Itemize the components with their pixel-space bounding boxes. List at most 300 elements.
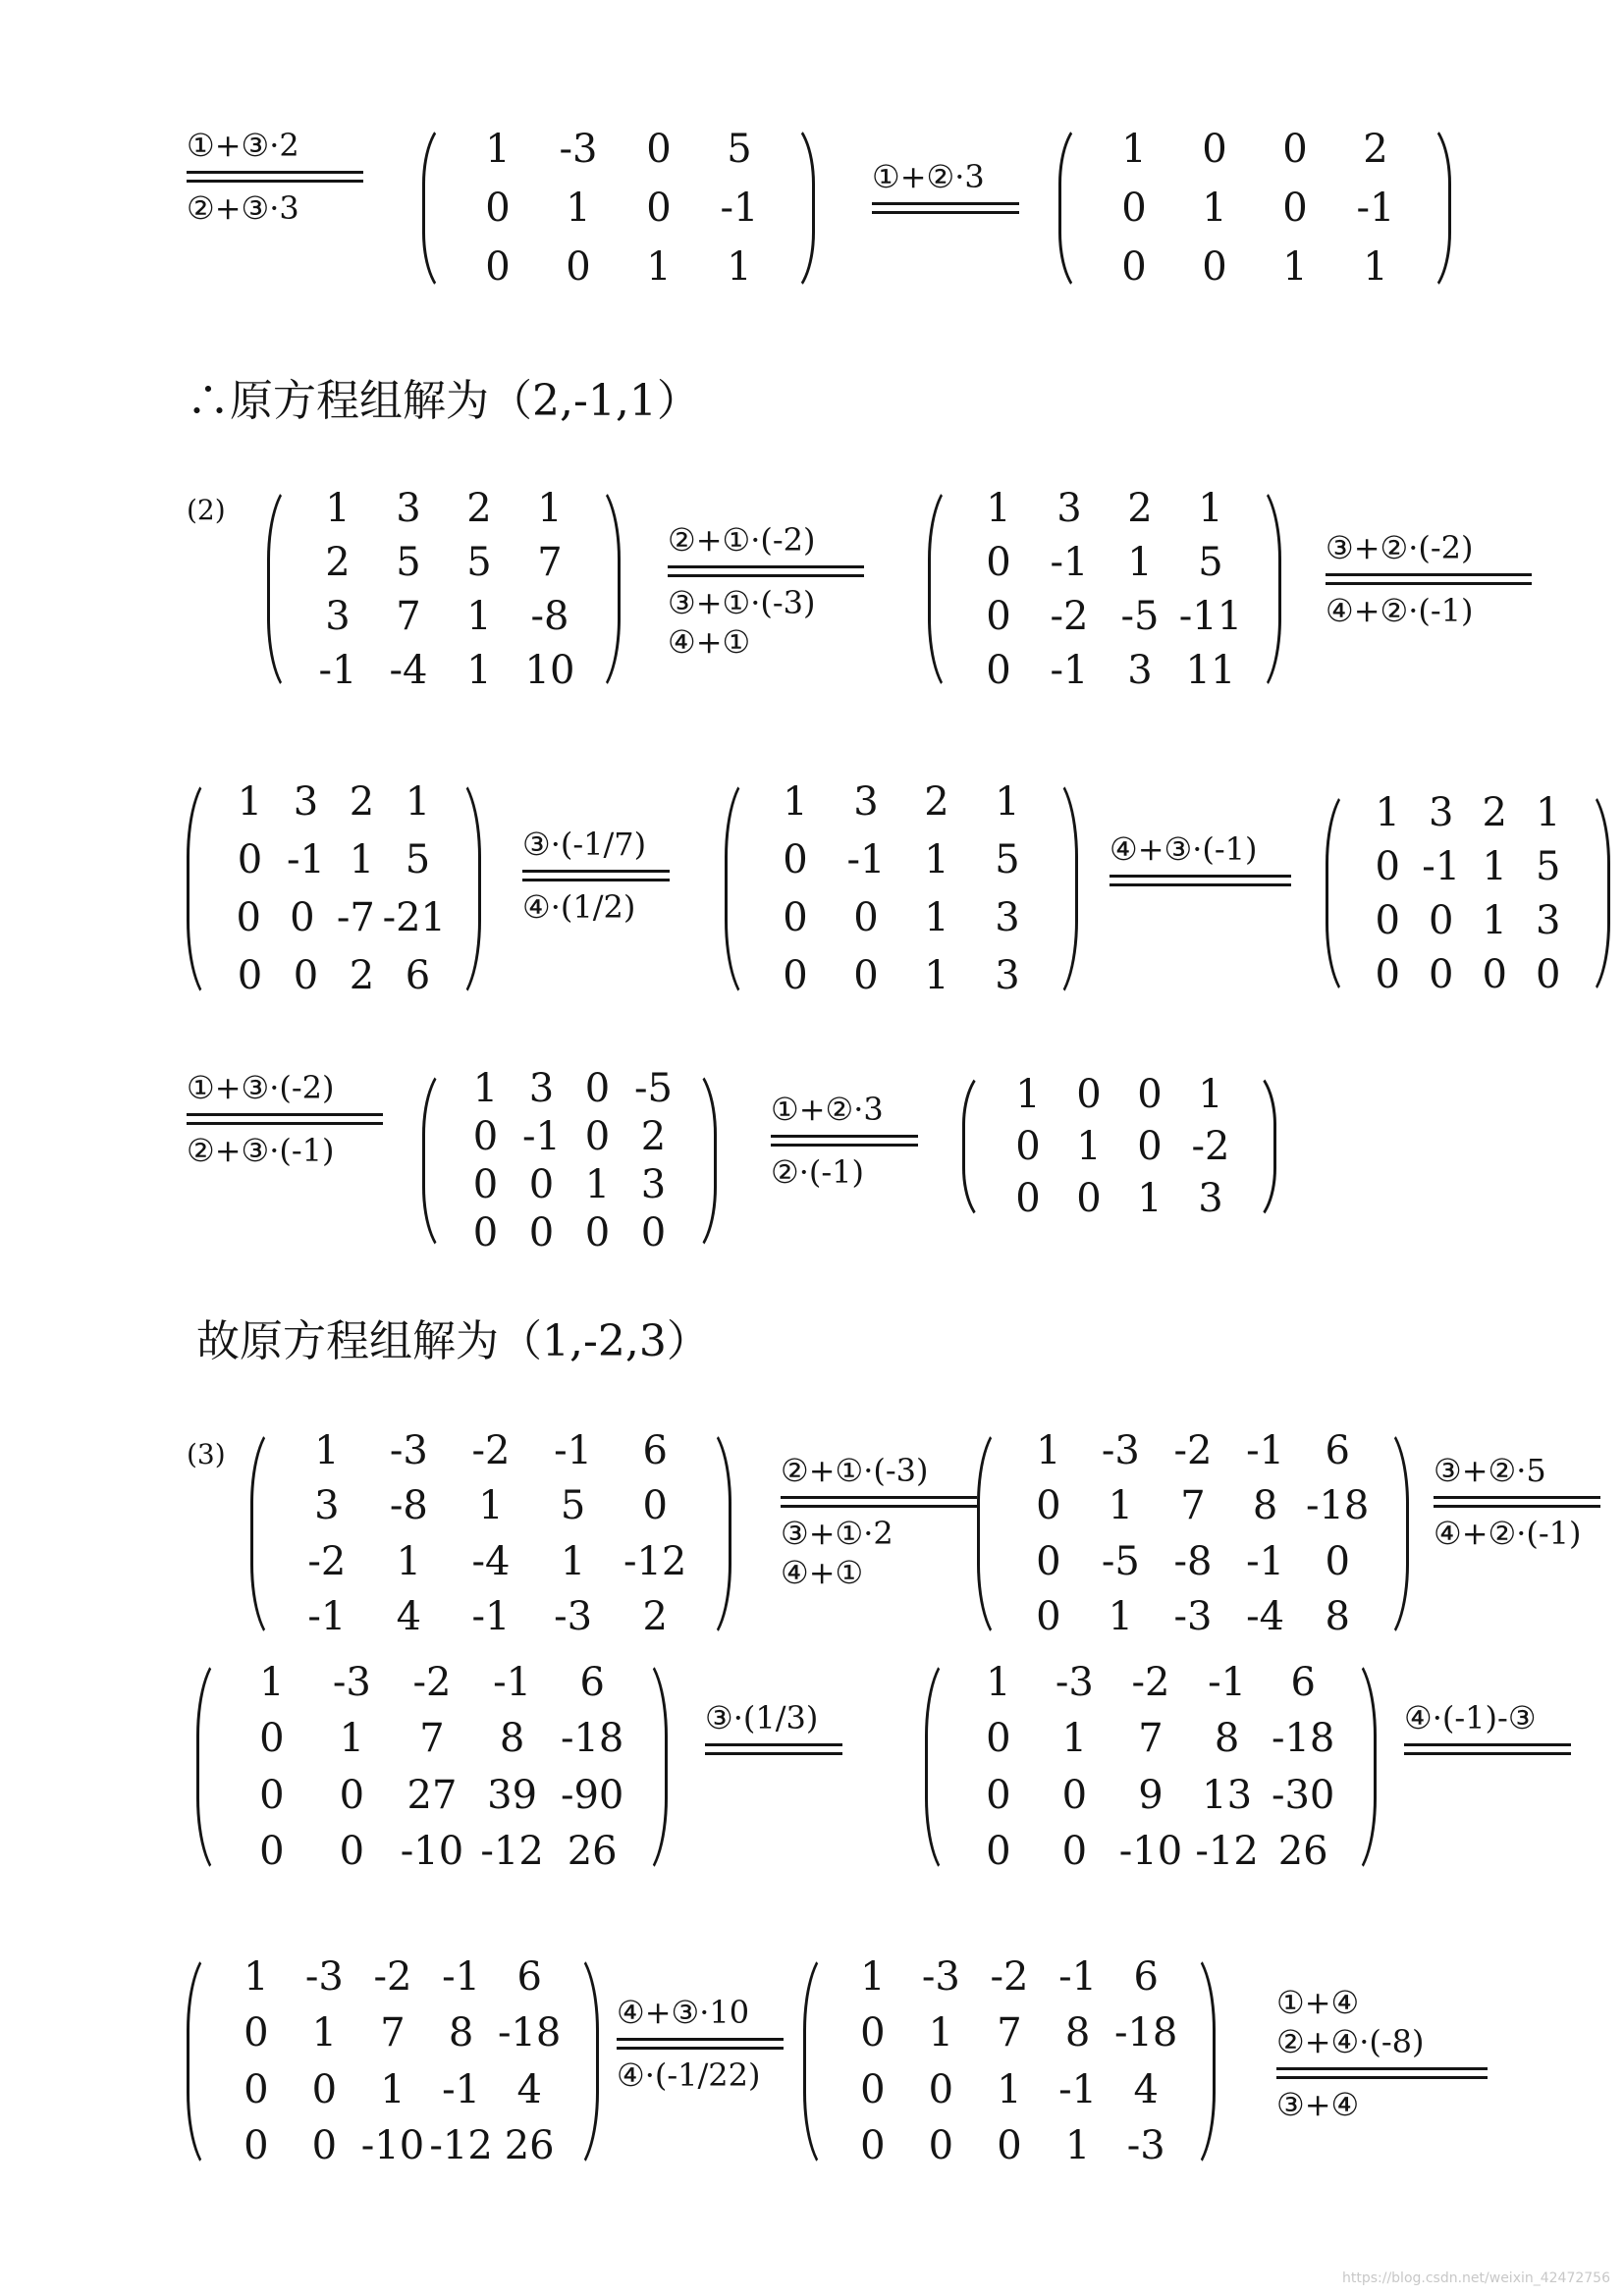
matrix-row: [232, 1659, 632, 1705]
row-operation: [187, 126, 363, 228]
matrix-cell: 1: [1064, 2123, 1091, 2169]
matrix-cell: 2: [349, 779, 375, 826]
matrix-cell: 2: [642, 1593, 668, 1639]
matrix-row: [222, 779, 446, 826]
matrix-row: [1361, 897, 1575, 943]
left-paren: [196, 1654, 225, 1880]
matrix-cell: -4: [1246, 1593, 1285, 1639]
matrix-cell: 1: [1121, 127, 1147, 172]
matrix-cell: -18: [560, 1716, 624, 1762]
matrix-cell: -8: [530, 593, 569, 639]
equivalence-arrow: [187, 1113, 383, 1125]
matrix-cell: -8: [389, 1483, 428, 1529]
matrix-cell: -1: [493, 1659, 532, 1705]
matrix-row: [1361, 951, 1575, 997]
matrix-cell: 6: [1133, 1953, 1159, 2000]
matrix-cell: -3: [1126, 2123, 1165, 2169]
matrix-cell: 5: [560, 1483, 586, 1529]
matrix-cell: 3: [528, 1066, 555, 1112]
matrix-cell: 2: [1363, 127, 1388, 172]
equivalence-arrow: [771, 1135, 918, 1147]
matrix-cell: -5: [1101, 1538, 1140, 1584]
matrix-cell: -5: [634, 1066, 673, 1112]
matrix-cell: 6: [579, 1659, 605, 1705]
matrix-cell: -4: [389, 647, 428, 693]
matrix-cell: -10: [1118, 1829, 1183, 1875]
right-paren: [1050, 774, 1078, 1004]
matrix-grid: [222, 1949, 564, 2174]
matrix-cell: 0: [642, 1483, 668, 1529]
matrix-row: [222, 894, 447, 940]
matrix-cell: 1: [584, 1161, 611, 1207]
op-below: [1434, 1514, 1600, 1553]
op-below: [1276, 2085, 1488, 2124]
op-below: [771, 1152, 918, 1192]
watermark: https://blog.csdn.net/weixin_42472756: [1341, 2270, 1610, 2286]
matrix-cell: -18: [497, 2010, 562, 2056]
matrix-cell: 0: [1202, 127, 1227, 172]
left-paren: [977, 1423, 1005, 1644]
matrix-row: [839, 2010, 1180, 2056]
matrix: [803, 1949, 1216, 2174]
matrix-cell: -2: [412, 1659, 452, 1705]
matrix-cell: 1: [986, 1659, 1011, 1705]
matrix-cell: 3: [1127, 647, 1153, 693]
matrix-row: [1094, 186, 1416, 231]
right-paren: [688, 1065, 717, 1256]
op-text: ④+①: [781, 1554, 864, 1591]
matrix-cell: 0: [237, 837, 263, 883]
left-paren: [1326, 785, 1354, 1001]
matrix-cell: 9: [1138, 1772, 1164, 1818]
matrix: [925, 1654, 1377, 1880]
right-paren: [1348, 1654, 1377, 1880]
op-text: ①+②·3: [771, 1091, 884, 1128]
matrix: [422, 1065, 717, 1256]
matrix-row: [1094, 244, 1416, 290]
matrix-row: [1094, 127, 1416, 172]
matrix-cell: 1: [928, 2010, 954, 2056]
op-below: [617, 2056, 784, 2095]
op-text: ②+③·(-1): [187, 1132, 335, 1169]
matrix-cell: -1: [846, 837, 886, 883]
matrix-cell: -1: [1058, 2066, 1098, 2112]
matrix-grid: [232, 1654, 632, 1880]
matrix-cell: 5: [405, 837, 431, 883]
matrix-cell: 1: [1137, 1176, 1163, 1222]
row-operation: [1404, 1698, 1571, 1761]
matrix-cell: 1: [1015, 1071, 1041, 1117]
matrix-row: [998, 1176, 1241, 1222]
matrix-cell: 1: [485, 127, 511, 172]
op-above: [1326, 528, 1532, 567]
matrix-cell: -3: [554, 1593, 593, 1639]
matrix-row: [458, 1161, 681, 1207]
matrix-cell: 3: [1056, 485, 1082, 531]
matrix-cell: 2: [1127, 485, 1153, 531]
matrix-cell: 8: [448, 2010, 474, 2056]
equivalence-arrow: [781, 1496, 977, 1508]
matrix-cell: 0: [986, 1716, 1011, 1762]
matrix-cell: 0: [783, 952, 808, 998]
matrix-grid: [1361, 785, 1575, 1001]
matrix-cell: 0: [290, 894, 315, 940]
matrix-cell: -7: [336, 894, 375, 940]
row-operation: [1326, 528, 1532, 630]
op-above: [705, 1698, 842, 1737]
matrix-cell: 1: [566, 186, 591, 231]
matrix-row: [1361, 789, 1575, 835]
op-text: ③+②·5: [1434, 1452, 1546, 1489]
matrix-cell: 1: [237, 779, 263, 826]
matrix-cell: -1: [1208, 1659, 1247, 1705]
op-text: ①+③·2: [187, 127, 299, 164]
matrix-row: [232, 1716, 632, 1762]
matrix-cell: 1: [244, 1953, 269, 2000]
matrix-cell: 27: [406, 1772, 458, 1818]
matrix-cell: -1: [554, 1428, 593, 1474]
right-paren: [703, 1423, 731, 1644]
matrix-cell: 26: [1277, 1829, 1328, 1875]
matrix-cell: 0: [1536, 951, 1561, 997]
op-below: [522, 887, 670, 927]
matrix-cell: -1: [307, 1593, 347, 1639]
matrix-cell: 0: [311, 2066, 338, 2112]
matrix-cell: 6: [405, 952, 431, 998]
matrix: [196, 1654, 668, 1880]
matrix-row: [1012, 1428, 1374, 1474]
equivalence-arrow: [1110, 875, 1291, 886]
matrix-cell: 2: [466, 485, 492, 531]
matrix-cell: 0: [244, 2066, 269, 2112]
matrix-row: [458, 127, 780, 172]
op-text: ①+③·(-2): [187, 1069, 335, 1106]
left-paren: [187, 1949, 215, 2174]
op-above: [668, 520, 864, 560]
matrix-cell: 1: [1536, 789, 1561, 835]
matrix-cell: 3: [1536, 897, 1561, 943]
matrix-row: [1012, 1593, 1374, 1639]
matrix: [962, 1068, 1276, 1225]
matrix-cell: 0: [928, 2123, 954, 2169]
op-text: ③·(-1/7): [522, 826, 647, 863]
matrix-cell: 1: [311, 2010, 338, 2056]
matrix-cell: 0: [566, 244, 591, 290]
matrix-cell: 1: [405, 779, 431, 826]
matrix-cell: -4: [471, 1538, 511, 1584]
matrix-row: [222, 2123, 564, 2169]
matrix-row: [839, 2066, 1180, 2112]
matrix-cell: 0: [472, 1209, 499, 1255]
matrix-cell: 0: [339, 1772, 365, 1818]
matrix-cell: 1: [1202, 186, 1227, 231]
matrix-cell: 0: [853, 952, 879, 998]
right-paren: [1253, 481, 1281, 697]
matrix-cell: 1: [646, 244, 672, 290]
matrix-cell: 3: [1198, 1176, 1223, 1222]
equivalence-arrow: [187, 171, 363, 183]
matrix-cell: 8: [1252, 1483, 1278, 1529]
matrix-cell: 0: [485, 186, 511, 231]
op-above: [522, 825, 670, 864]
solution-text-1: ∴原方程组解为（2,-1,1）: [187, 376, 700, 426]
row-operation: [522, 825, 670, 927]
matrix-row: [458, 244, 780, 290]
matrix-cell: -2: [1050, 593, 1089, 639]
right-paren: [1187, 1949, 1216, 2174]
op-text: ②·(-1): [771, 1153, 864, 1191]
matrix-cell: 0: [584, 1066, 611, 1112]
matrix-cell: 4: [396, 1593, 422, 1639]
matrix-row: [960, 1829, 1341, 1875]
matrix-cell: 2: [349, 952, 375, 998]
right-paren: [1582, 785, 1610, 1001]
matrix-cell: 2: [924, 779, 949, 826]
matrix-cell: 0: [986, 593, 1011, 639]
row-operation: [872, 157, 1019, 220]
matrix-cell: 26: [504, 2123, 555, 2169]
matrix: [250, 1423, 731, 1644]
matrix-row: [760, 894, 1043, 940]
matrix-cell: -2: [1131, 1659, 1170, 1705]
matrix-cell: 0: [237, 952, 263, 998]
matrix-cell: 0: [1015, 1176, 1041, 1222]
matrix-row: [222, 2010, 564, 2056]
matrix-cell: -1: [1356, 186, 1395, 231]
matrix-cell: 0: [311, 2123, 338, 2169]
matrix-cell: 0: [1036, 1538, 1061, 1584]
matrix-cell: 0: [1429, 897, 1454, 943]
matrix-grid: [302, 481, 585, 697]
matrix-row: [1012, 1483, 1374, 1529]
matrix-row: [222, 837, 446, 883]
matrix-cell: -1: [287, 837, 325, 883]
matrix: [1326, 785, 1610, 1001]
matrix: [422, 120, 815, 296]
matrix-grid: [760, 774, 1043, 1004]
matrix-grid: [458, 1065, 681, 1256]
matrix-cell: 0: [1375, 843, 1400, 889]
op-text: ③+①·(-3): [668, 584, 816, 621]
matrix-cell: 0: [986, 539, 1011, 585]
op-above: [872, 157, 1019, 196]
left-paren: [267, 481, 296, 697]
matrix-cell: 1: [537, 485, 563, 531]
matrix-row: [458, 1209, 681, 1255]
matrix-cell: -5: [1120, 593, 1160, 639]
left-paren: [187, 774, 215, 1004]
matrix-cell: 0: [1076, 1071, 1102, 1117]
matrix-cell: 0: [259, 1772, 285, 1818]
op-text: ④+①: [668, 623, 751, 661]
right-paren: [786, 120, 815, 296]
matrix-cell: 10: [524, 647, 575, 693]
matrix-cell: 0: [1061, 1829, 1088, 1875]
matrix-cell: 0: [472, 1114, 499, 1160]
matrix-cell: 1: [325, 485, 351, 531]
matrix-cell: 26: [567, 1829, 618, 1875]
matrix-cell: -3: [389, 1428, 428, 1474]
matrix-row: [760, 779, 1043, 826]
matrix-row: [839, 2123, 1180, 2169]
matrix-row: [998, 1123, 1241, 1169]
matrix-cell: -1: [1050, 539, 1089, 585]
matrix-grid: [458, 120, 780, 296]
matrix-row: [222, 1953, 564, 2000]
op-below: [781, 1514, 977, 1592]
matrix-cell: 0: [646, 186, 672, 231]
matrix-cell: 6: [1325, 1428, 1350, 1474]
matrix-row: [458, 186, 780, 231]
equivalence-arrow: [1404, 1743, 1571, 1755]
matrix-cell: -18: [1305, 1483, 1370, 1529]
op-text: ④·(-1/22): [617, 2056, 761, 2094]
matrix-row: [1361, 843, 1575, 889]
solution-text-2: 故原方程组解为（1,-2,3）: [196, 1316, 710, 1366]
matrix-cell: 1: [466, 647, 492, 693]
matrix-cell: -10: [400, 1829, 464, 1875]
matrix-cell: 0: [860, 2123, 886, 2169]
op-text: ④·(-1)-③: [1404, 1699, 1537, 1736]
matrix-cell: 3: [314, 1483, 340, 1529]
row-operation: [781, 1451, 977, 1592]
matrix-cell: 8: [499, 1716, 525, 1762]
matrix-cell: 0: [1036, 1593, 1061, 1639]
row-operation: [705, 1698, 842, 1761]
matrix-row: [839, 1953, 1180, 2000]
matrix-cell: -2: [471, 1428, 511, 1474]
matrix-cell: -1: [1058, 1953, 1098, 2000]
matrix-cell: 1: [314, 1428, 340, 1474]
matrix-row: [960, 1716, 1341, 1762]
matrix-cell: 0: [259, 1716, 285, 1762]
matrix-cell: 0: [1282, 127, 1308, 172]
matrix-cell: -1: [720, 186, 759, 231]
left-paren: [962, 1068, 991, 1225]
matrix-cell: 0: [646, 127, 672, 172]
matrix-cell: 1: [986, 485, 1011, 531]
matrix-cell: -1: [1246, 1538, 1285, 1584]
matrix-row: [458, 1066, 681, 1112]
matrix-cell: 0: [244, 2123, 269, 2169]
matrix-row: [960, 1659, 1341, 1705]
matrix-cell: -3: [921, 1953, 960, 2000]
row-operation: [1110, 829, 1291, 892]
op-text: ④·(1/2): [522, 888, 636, 926]
matrix-cell: 0: [1202, 244, 1227, 290]
matrix-cell: -1: [318, 647, 357, 693]
matrix-cell: 1: [396, 1538, 422, 1584]
matrix-row: [963, 539, 1246, 585]
matrix-cell: 0: [584, 1209, 611, 1255]
matrix-cell: -8: [1173, 1538, 1213, 1584]
matrix-cell: 11: [1185, 647, 1236, 693]
matrix-cell: -1: [522, 1114, 561, 1160]
matrix-cell: -1: [1050, 647, 1089, 693]
matrix-cell: 0: [1325, 1538, 1350, 1584]
row-operation: [617, 1993, 784, 2095]
matrix-row: [232, 1829, 632, 1875]
matrix-cell: 0: [853, 894, 879, 940]
matrix-cell: 3: [640, 1161, 667, 1207]
op-text: ③·(1/3): [705, 1699, 819, 1736]
matrix-cell: 1: [1482, 843, 1507, 889]
matrix-cell: 0: [1137, 1071, 1163, 1117]
op-above: [1276, 1983, 1488, 2061]
matrix-cell: 6: [642, 1428, 668, 1474]
equivalence-arrow: [1276, 2067, 1488, 2079]
matrix-cell: 1: [560, 1538, 586, 1584]
matrix-cell: 1: [924, 837, 949, 883]
matrix-cell: -1: [471, 1593, 511, 1639]
matrix-cell: 5: [466, 539, 492, 585]
op-text: ②+①·(-2): [668, 521, 816, 559]
matrix-row: [998, 1071, 1241, 1117]
row-operation: [1434, 1451, 1600, 1553]
matrix-cell: 0: [928, 2066, 954, 2112]
left-paren: [1058, 120, 1087, 296]
matrix-cell: -1: [442, 2066, 481, 2112]
matrix-cell: 3: [995, 952, 1020, 998]
matrix-cell: -3: [559, 127, 598, 172]
op-above: [187, 126, 363, 165]
right-paren: [639, 1654, 668, 1880]
matrix-cell: -21: [382, 894, 447, 940]
op-above: [617, 1993, 784, 2032]
matrix-cell: 1: [339, 1716, 365, 1762]
matrix-cell: 2: [1482, 789, 1507, 835]
matrix-row: [963, 647, 1246, 693]
matrix-row: [302, 485, 585, 531]
matrix-cell: 0: [1015, 1123, 1041, 1169]
matrix-cell: -3: [1173, 1593, 1213, 1639]
row-operation: [1276, 1983, 1488, 2124]
matrix-cell: 0: [783, 894, 808, 940]
matrix-cell: 0: [986, 647, 1011, 693]
matrix: [187, 1949, 599, 2174]
equivalence-arrow: [705, 1743, 842, 1755]
op-text: ④+②·(-1): [1434, 1515, 1582, 1552]
matrix-cell: 0: [528, 1209, 555, 1255]
part-label-3: (3): [187, 1438, 226, 1470]
matrix-cell: -3: [332, 1659, 371, 1705]
matrix-cell: 0: [1137, 1123, 1163, 1169]
matrix-grid: [963, 481, 1246, 697]
matrix: [928, 481, 1281, 697]
matrix-cell: 1: [1482, 897, 1507, 943]
matrix-cell: 0: [1036, 1483, 1061, 1529]
matrix-cell: -1: [1422, 843, 1461, 889]
matrix-cell: -3: [1101, 1428, 1140, 1474]
matrix-cell: -90: [560, 1772, 624, 1818]
equivalence-arrow: [522, 870, 670, 881]
matrix-row: [222, 952, 446, 998]
matrix-cell: -1: [442, 1953, 481, 2000]
matrix-cell: 1: [727, 244, 752, 290]
matrix-cell: 0: [1375, 897, 1400, 943]
right-paren: [592, 481, 621, 697]
matrix-cell: 0: [986, 1772, 1011, 1818]
row-operation: [668, 520, 864, 662]
matrix-grid: [1012, 1423, 1374, 1644]
matrix: [977, 1423, 1409, 1644]
matrix-cell: 13: [1202, 1772, 1253, 1818]
op-below: [187, 188, 363, 228]
matrix-cell: -18: [1113, 2010, 1178, 2056]
matrix: [187, 774, 481, 1004]
matrix-cell: 1: [380, 2066, 406, 2112]
matrix-cell: 0: [783, 837, 808, 883]
